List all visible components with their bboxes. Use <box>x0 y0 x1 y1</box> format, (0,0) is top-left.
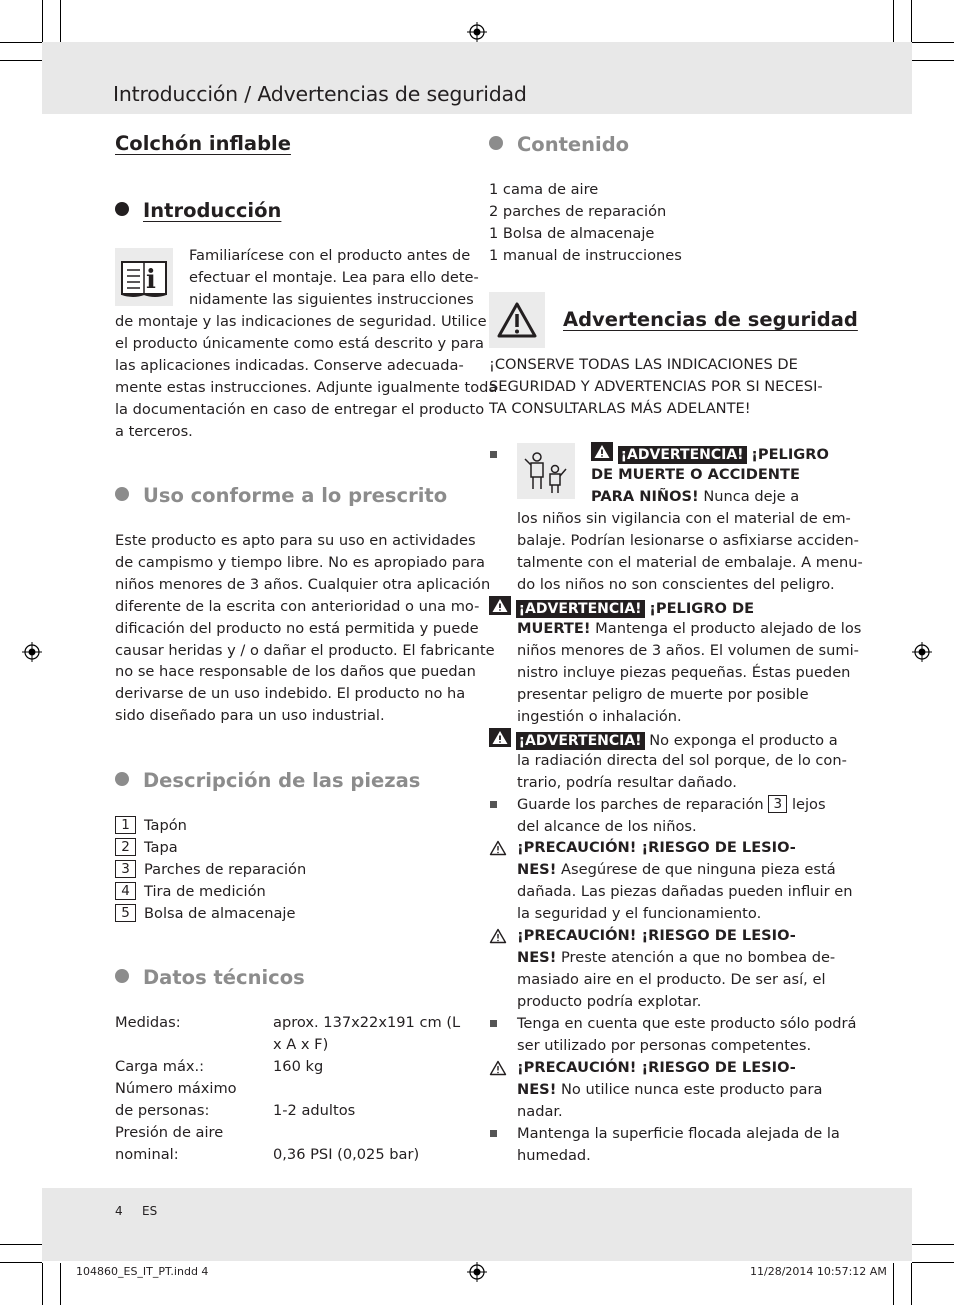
use-line: no se hace responsable de los daños que puedan <box>115 663 476 681</box>
part-number: 1 <box>115 816 136 834</box>
page-number: 4 <box>115 1204 123 1218</box>
bullet-square-icon <box>490 1020 497 1027</box>
caution-line: NES! Preste atención a que no bombea de- <box>517 949 836 966</box>
part-label: Bolsa de almacenaje <box>144 905 296 922</box>
crop-mark <box>911 1263 912 1305</box>
footer-band <box>42 1188 912 1261</box>
warning-sun-line: ¡ADVERTENCIA! No exponga el producto a <box>489 728 838 752</box>
slug-file-name: 104860_ES_IT_PT.indd 4 <box>76 1265 209 1278</box>
use-line: de campismo y tiempo libre. No es apropiado para <box>115 553 485 571</box>
product-title-text: Colchón inflable <box>115 132 291 155</box>
use-line: diferente de la escrita con anterioridad o una mo- <box>115 597 480 615</box>
warning-bold: ¡PELIGRO <box>751 446 829 463</box>
use-line: Este producto es apto para su uso en actividades <box>115 532 476 549</box>
bullet-square-icon <box>490 1130 497 1137</box>
registration-mark-icon <box>22 642 42 662</box>
crop-mark <box>912 1262 954 1263</box>
crop-mark <box>912 60 954 61</box>
warning-sign-icon <box>489 596 511 615</box>
bullet-square-icon <box>490 451 497 458</box>
warning-sign-icon <box>489 728 511 747</box>
warning-death-line: MUERTE! Mantenga el producto alejado de los <box>517 620 862 637</box>
crop-mark <box>0 1262 42 1263</box>
bullet-square-icon <box>490 801 497 808</box>
tech-label: Número máximo <box>115 1080 237 1097</box>
parts-list-item <box>115 881 266 903</box>
tech-value: 0,36 PSI (0,025 bar) <box>273 1146 420 1163</box>
intro-paragraph-top <box>189 245 479 311</box>
safety-keep-notice <box>489 354 823 420</box>
warning-triangle-icon <box>489 292 545 348</box>
warning-child-text: los niños sin vigilancia con el material de em- balaje. Podrían lesionarse o asfixiarse acciden- talmente con el material de embalaje. A menu- do los niños no son conscientes del peligro. <box>517 510 863 593</box>
use-line: dificación del producto no está permitida y puede <box>115 619 479 637</box>
use-paragraph <box>115 530 495 727</box>
book-info-icon <box>115 248 173 306</box>
tech-label: nominal: <box>115 1146 179 1163</box>
part-label: Parches de reparación <box>144 861 307 878</box>
crop-mark <box>911 0 912 42</box>
bullet-dot-icon <box>115 772 129 786</box>
caution-line: NES! No utilice nunca este producto para <box>517 1081 823 1098</box>
parts-list-item <box>115 815 187 837</box>
registration-mark-icon <box>912 642 932 662</box>
advertencia-tag: ¡ADVERTENCIA! <box>516 732 645 750</box>
intro-line: nidamente las siguientes instrucciones <box>189 290 474 308</box>
section-heading-intro: Introducción <box>115 199 281 223</box>
intro-line: las aplicaciones indicadas. Conserve adecuada- <box>115 356 464 374</box>
bullet-repair-line: Guarde los parches de reparación 3 lejos <box>517 796 826 813</box>
warning-sun-text: la radiación directa del sol porque, de lo con- trario, podría resultar dañado. <box>517 752 847 791</box>
tech-value: x A x F) <box>273 1036 329 1053</box>
svg-text:i: i <box>146 265 156 295</box>
bullet-humidity-text: Mantenga la superficie flocada alejada de la humedad. <box>517 1125 840 1164</box>
part-number: 4 <box>115 882 136 900</box>
caution-triangle-icon <box>489 928 507 944</box>
parts-list-item <box>115 837 178 859</box>
crop-mark <box>60 1263 61 1305</box>
registration-mark-icon <box>467 1262 487 1282</box>
use-line: niños menores de 3 años. Cualquier otra aplicación <box>115 575 491 593</box>
bullet-dot-icon <box>489 136 503 150</box>
caution-text: dañada. Las piezas dañadas pueden influir en la seguridad y el funcionamiento. <box>517 883 853 922</box>
intro-line: efectuar el montaje. Lea para ello dete- <box>189 268 479 286</box>
bullet-repair-line: del alcance de los niños. <box>517 818 697 835</box>
caution-heading: ¡PRECAUCIÓN! ¡RIESGO DE LESIO- <box>517 839 796 856</box>
tech-label: Presión de aire <box>115 1124 224 1141</box>
intro-line: a terceros. <box>115 422 193 440</box>
crop-mark <box>912 1244 954 1245</box>
bullet-dot-icon <box>115 969 129 983</box>
crop-mark <box>893 0 894 42</box>
page-title: Introducción / Advertencias de seguridad <box>113 82 527 106</box>
caution-heading: ¡PRECAUCIÓN! ¡RIESGO DE LESIO- <box>517 1059 796 1076</box>
keep-line: SEGURIDAD Y ADVERTENCIAS POR SI NECESI- <box>489 377 823 395</box>
caution-line: NES! Asegúrese de que ninguna pieza está <box>517 861 836 878</box>
tech-value: aprox. 137x22x191 cm (L <box>273 1014 461 1031</box>
contents-item: 2 parches de reparación <box>489 202 667 220</box>
caution-heading: ¡PRECAUCIÓN! ¡RIESGO DE LESIO- <box>517 927 796 944</box>
advertencia-tag: ¡ADVERTENCIA! <box>618 446 747 464</box>
tech-value: 160 kg <box>273 1058 324 1075</box>
intro-line: de montaje y las indicaciones de seguridad. Utilice <box>115 313 487 330</box>
warning-death-text: niños menores de 3 años. El volumen de sumi- nistro incluye piezas pequeñas. Éstas pueden presentar peligro de muerte por posible ingestión o inhalación. <box>517 642 859 725</box>
intro-line: Familiarícese con el producto antes de <box>189 247 471 264</box>
intro-line: el producto únicamente como está descrito y para <box>115 334 484 352</box>
warning-bold: DE MUERTE O ACCIDENTE <box>591 466 800 483</box>
crop-mark <box>60 0 61 42</box>
caution-text: masiado aire en el producto. De ser así, el producto podría explotar. <box>517 971 826 1010</box>
contents-item: 1 cama de aire <box>489 181 599 198</box>
warning-sign-icon <box>591 442 613 461</box>
warning-child-line <box>591 442 829 466</box>
part-label: Tapa <box>144 839 178 856</box>
tech-label: Medidas: <box>115 1014 181 1031</box>
registration-mark-icon <box>467 22 487 42</box>
part-label: Tira de medición <box>144 883 266 900</box>
crop-mark <box>0 1244 42 1245</box>
section-heading-safety: Advertencias de seguridad <box>563 308 858 331</box>
slug-timestamp: 11/28/2014 10:57:12 AM <box>750 1265 887 1278</box>
crop-mark <box>893 1263 894 1305</box>
section-heading-parts: Descripción de las piezas <box>115 769 420 793</box>
caution-triangle-icon <box>489 840 507 856</box>
bullet-dot-icon <box>115 202 129 216</box>
product-title <box>115 132 465 155</box>
bullet-dot-icon <box>115 487 129 501</box>
crop-mark <box>0 60 42 61</box>
use-line: derivarse de un uso indebido. El producto no ha <box>115 685 466 703</box>
part-label: Tapón <box>144 817 187 834</box>
intro-paragraph <box>115 311 497 442</box>
keep-line: ¡CONSERVE TODAS LAS INDICACIONES DE <box>489 356 798 373</box>
bullet-competent-text: Tenga en cuenta que este producto sólo podrá ser utilizado por personas competentes. <box>517 1015 857 1054</box>
use-line: causar heridas y / o dañar el producto. El fabricante <box>115 641 495 659</box>
advertencia-tag: ¡ADVERTENCIA! <box>516 600 645 618</box>
crop-mark <box>42 1263 43 1305</box>
warning-death-line: ¡ADVERTENCIA! ¡PELIGRO DE <box>489 596 754 620</box>
part-number: 3 <box>115 860 136 878</box>
tech-value: 1-2 adultos <box>273 1102 356 1119</box>
caution-triangle-icon <box>489 1060 507 1076</box>
crop-mark <box>0 42 42 43</box>
section-heading-use: Uso conforme a lo prescrito <box>115 484 447 508</box>
parts-list-item <box>115 859 306 881</box>
use-line: sido diseñado para un uso industrial. <box>115 707 385 725</box>
parts-list-item <box>115 903 295 925</box>
contents-item: 1 Bolsa de almacenaje <box>489 224 655 242</box>
section-heading-contents: Contenido <box>489 133 629 157</box>
caution-text: nadar. <box>517 1103 563 1120</box>
intro-line: mente estas instrucciones. Adjunte igualmente toda <box>115 378 498 396</box>
contents-item: 1 manual de instrucciones <box>489 246 682 264</box>
crop-mark <box>912 42 954 43</box>
keep-line: TA CONSULTARLAS MÁS ADELANTE! <box>489 399 751 417</box>
section-heading-tech: Datos técnicos <box>115 966 305 990</box>
part-number: 5 <box>115 904 136 922</box>
language-code: ES <box>142 1204 158 1218</box>
tech-label: Carga máx.: <box>115 1058 205 1075</box>
contents-list <box>489 179 682 267</box>
part-number: 2 <box>115 838 136 856</box>
child-warning-icon <box>517 443 575 499</box>
warning-child-line: PARA NIÑOS! Nunca deje a <box>591 488 800 505</box>
intro-line: la documentación en caso de entregar el producto <box>115 400 485 418</box>
crop-mark <box>42 0 43 42</box>
tech-label: de personas: <box>115 1102 210 1119</box>
part-number-ref: 3 <box>768 795 787 813</box>
